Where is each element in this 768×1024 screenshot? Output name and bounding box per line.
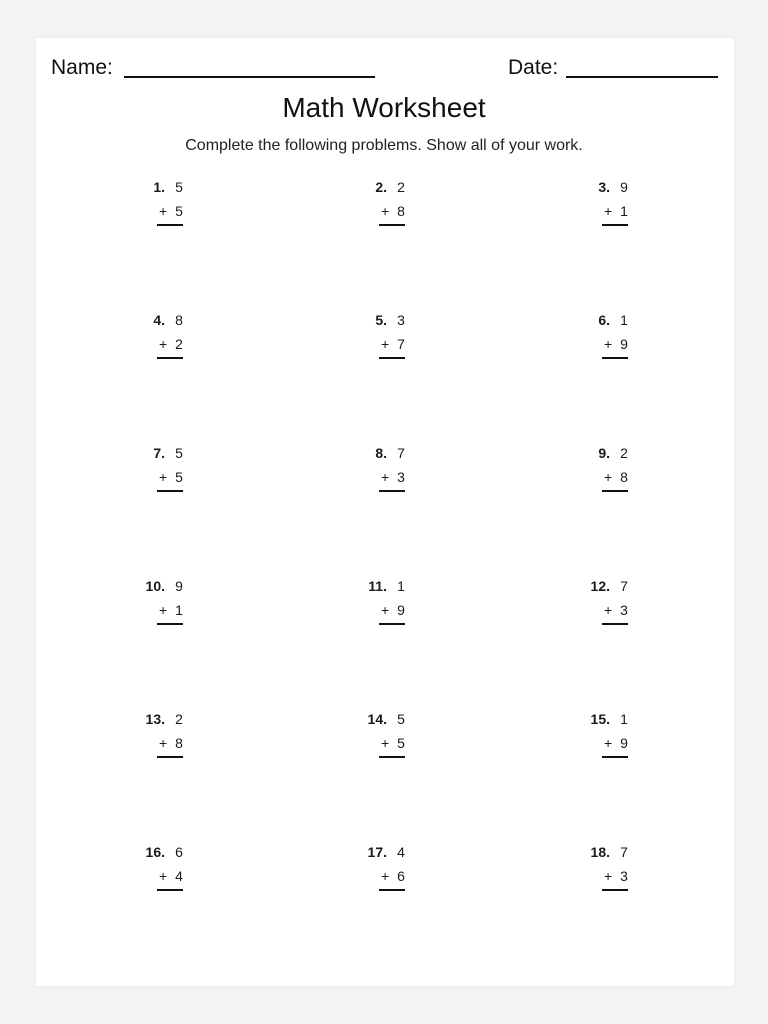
problem-top-operand: 7 [620,578,628,594]
problem-operator: + [381,868,390,884]
problem-6 [582,312,662,372]
problem-operator: + [159,602,168,618]
problem-top-operand: 5 [397,711,405,727]
answer-line[interactable] [157,357,183,359]
problem-operator: + [159,868,168,884]
problem-operator: + [604,868,613,884]
problem-bottom-operand: 5 [175,203,183,219]
problem-1 [137,179,217,239]
problem-number: 18. [590,844,610,860]
problem-bottom-operand: 9 [397,602,405,618]
problem-number: 17. [367,844,387,860]
name-blank-line[interactable] [124,76,375,78]
problem-number: 3. [598,179,610,195]
problem-top-operand: 2 [397,179,405,195]
problem-number: 7. [153,445,165,461]
answer-line[interactable] [157,490,183,492]
problem-bottom-operand: 3 [620,602,628,618]
problem-operator: + [381,203,390,219]
problem-14 [359,711,439,771]
problem-bottom-operand: 6 [397,868,405,884]
problem-bottom-operand: 3 [620,868,628,884]
problem-operator: + [604,336,613,352]
problem-bottom-operand: 8 [397,203,405,219]
problem-18 [582,844,662,904]
answer-line[interactable] [602,490,628,492]
problem-11 [359,578,439,638]
problem-number: 2. [375,179,387,195]
answer-line[interactable] [157,889,183,891]
problem-bottom-operand: 5 [397,735,405,751]
problem-top-operand: 7 [397,445,405,461]
problem-3 [582,179,662,239]
problem-operator: + [604,735,613,751]
problem-number: 4. [153,312,165,328]
problem-operator: + [604,469,613,485]
problem-operator: + [604,602,613,618]
problem-number: 9. [598,445,610,461]
problem-operator: + [381,336,390,352]
problem-operator: + [381,602,390,618]
problem-top-operand: 1 [620,312,628,328]
problem-number: 10. [145,578,165,594]
problem-top-operand: 1 [620,711,628,727]
problem-operator: + [159,735,168,751]
problem-bottom-operand: 7 [397,336,405,352]
problem-top-operand: 2 [175,711,183,727]
problem-top-operand: 8 [175,312,183,328]
problem-top-operand: 7 [620,844,628,860]
problem-number: 14. [367,711,387,727]
problem-number: 8. [375,445,387,461]
problem-bottom-operand: 8 [620,469,628,485]
answer-line[interactable] [379,623,405,625]
problem-bottom-operand: 1 [620,203,628,219]
problem-bottom-operand: 4 [175,868,183,884]
problem-operator: + [381,469,390,485]
answer-line[interactable] [379,357,405,359]
problem-top-operand: 5 [175,445,183,461]
problem-top-operand: 5 [175,179,183,195]
page-title: Math Worksheet [282,92,486,123]
problem-top-operand: 4 [397,844,405,860]
problem-15 [582,711,662,771]
problem-top-operand: 9 [620,179,628,195]
name-label: Name: [51,56,113,79]
problem-number: 13. [145,711,165,727]
problem-top-operand: 9 [175,578,183,594]
problem-number: 5. [375,312,387,328]
problem-2 [359,179,439,239]
answer-line[interactable] [379,889,405,891]
problem-number: 6. [598,312,610,328]
problem-bottom-operand: 9 [620,336,628,352]
problem-bottom-operand: 9 [620,735,628,751]
answer-line[interactable] [602,357,628,359]
problem-number: 11. [368,578,387,594]
problem-operator: + [159,203,168,219]
problem-top-operand: 3 [397,312,405,328]
problem-13 [137,711,217,771]
answer-line[interactable] [602,224,628,226]
problem-number: 12. [590,578,610,594]
problem-operator: + [604,203,613,219]
answer-line[interactable] [157,623,183,625]
answer-line[interactable] [602,756,628,758]
problem-bottom-operand: 5 [175,469,183,485]
answer-line[interactable] [157,224,183,226]
problem-bottom-operand: 1 [175,602,183,618]
problem-12 [582,578,662,638]
problem-number: 1. [153,179,165,195]
problem-4 [137,312,217,372]
problem-number: 16. [145,844,165,860]
date-label: Date: [508,56,559,79]
instructions-text: Complete the following problems. Show all of your work. [185,137,583,154]
problem-16 [137,844,217,904]
problem-top-operand: 2 [620,445,628,461]
problem-5 [359,312,439,372]
problem-bottom-operand: 2 [175,336,183,352]
problem-top-operand: 1 [397,578,405,594]
answer-line[interactable] [157,756,183,758]
date-blank-line[interactable] [566,76,718,78]
problem-8 [359,445,439,505]
answer-line[interactable] [602,623,628,625]
answer-line[interactable] [379,224,405,226]
answer-line[interactable] [602,889,628,891]
problem-bottom-operand: 3 [397,469,405,485]
problem-17 [359,844,439,904]
problem-10 [137,578,217,638]
problem-bottom-operand: 8 [175,735,183,751]
problem-top-operand: 6 [175,844,183,860]
problem-number: 15. [590,711,610,727]
problem-operator: + [159,469,168,485]
problem-9 [582,445,662,505]
problem-operator: + [381,735,390,751]
answer-line[interactable] [379,756,405,758]
answer-line[interactable] [379,490,405,492]
problem-7 [137,445,217,505]
problem-operator: + [159,336,168,352]
